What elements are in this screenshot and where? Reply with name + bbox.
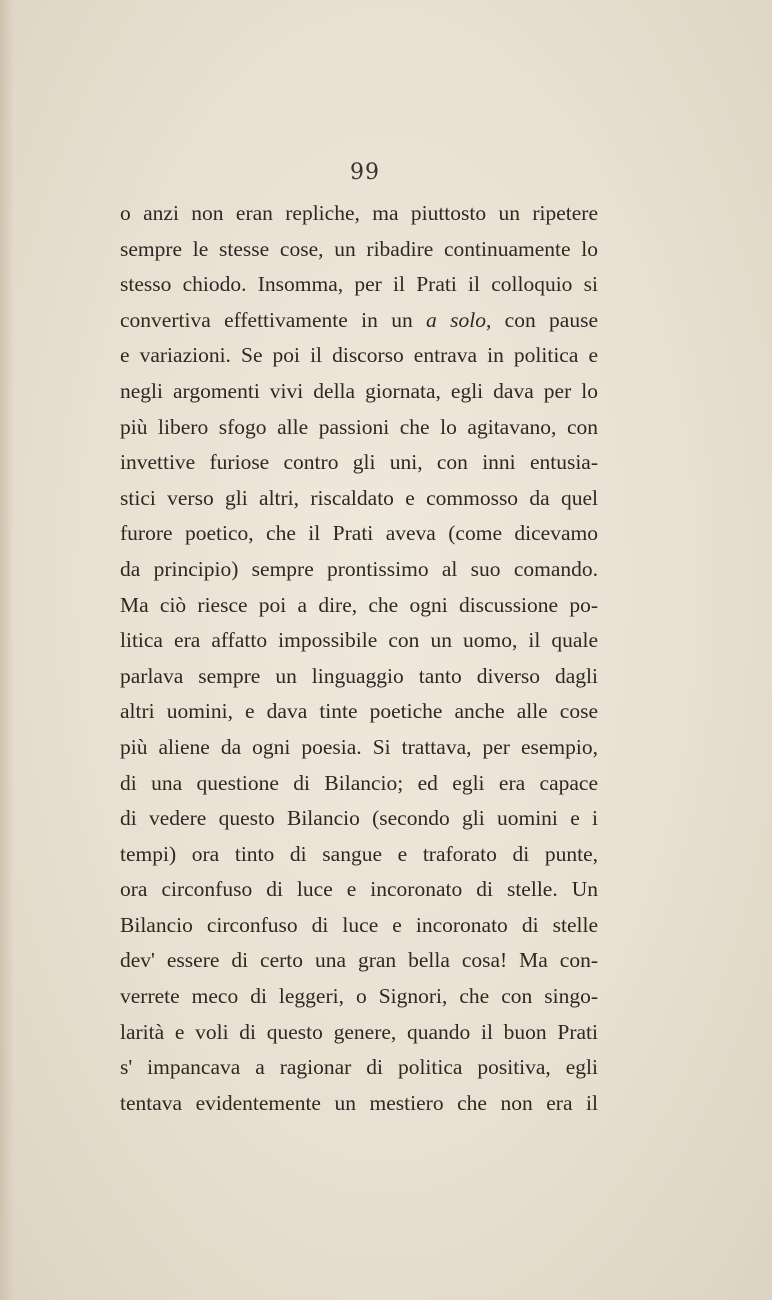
text-line: e variazioni. Se poi il discorso entrava in politica e xyxy=(120,343,598,368)
text-line: stici verso gli altri, riscaldato e commosso da quel xyxy=(120,485,598,510)
text-line: tentava evidentemente un mestiero che non era il xyxy=(120,1090,598,1115)
page-number: 99 xyxy=(350,160,380,185)
text-line: stesso chiodo. Insomma, per il Prati il colloquio si xyxy=(120,272,598,297)
text-line: parlava sempre un linguaggio tanto diverso dagli xyxy=(120,663,598,688)
text-line: ora circonfuso di luce e incoronato di stelle. Un xyxy=(120,877,598,902)
text-line: verrete meco di leggeri, o Signori, che con singo- xyxy=(120,984,598,1009)
text-line: sempre le stesse cose, un ribadire continuamente lo xyxy=(120,236,598,261)
text-line: altri uomini, e dava tinte poetiche anche alle cose xyxy=(120,699,598,724)
text-line: litica era affatto impossibile con un uomo, il quale xyxy=(120,628,598,653)
text-line: negli argomenti vivi della giornata, egli dava per lo xyxy=(120,378,598,403)
text-line: Bilancio circonfuso di luce e incoronato di stelle xyxy=(120,912,598,937)
text-line: più aliene da ogni poesia. Si trattava, per esempio, xyxy=(120,734,598,759)
text-line: dev' essere di certo una gran bella cosa! Ma con- xyxy=(120,948,598,973)
text-line: più libero sfogo alle passioni che lo agitavano, con xyxy=(120,414,598,439)
text-line: o anzi non eran repliche, ma piuttosto un ripetere xyxy=(120,201,598,225)
text-line: Ma ciò riesce poi a dire, che ogni discussione po- xyxy=(120,592,598,617)
page-edge-shadow xyxy=(0,0,14,1300)
text-line: convertiva effettivamente in un a solo, con pause xyxy=(120,307,598,332)
text-line: s' impancava a ragionar di politica positiva, egli xyxy=(120,1055,598,1080)
text-line: larità e voli di questo genere, quando il buon Prati xyxy=(120,1019,598,1044)
text-line: di vedere questo Bilancio (secondo gli uomini e i xyxy=(120,806,598,831)
text-line: tempi) ora tinto di sangue e traforato di punte, xyxy=(120,841,598,866)
text-line: di una questione di Bilancio; ed egli era capace xyxy=(120,770,598,795)
italic-phrase: a solo xyxy=(426,307,486,332)
text-line: furore poetico, che il Prati aveva (come dicevamo xyxy=(120,521,598,546)
text-line: da principio) sempre prontissimo al suo comando. xyxy=(120,556,598,581)
body-text xyxy=(120,196,598,1121)
text-line: invettive furiose contro gli uni, con inni entusia- xyxy=(120,450,598,475)
